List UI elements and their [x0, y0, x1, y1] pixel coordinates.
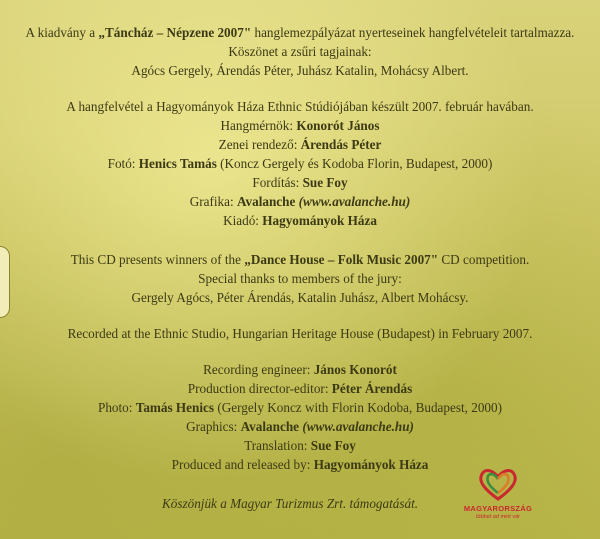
en-engineer: Recording engineer: János Konorót [203, 362, 397, 377]
hu-thanks: Köszönet a zsűri tagjainak: [228, 44, 372, 59]
en-thanks: Special thanks to members of the jury: [198, 271, 402, 286]
hungary-tourism-logo [458, 463, 538, 525]
hu-jury: Agócs Gergely, Árendás Péter, Juhász Katalin, Mohácsy Albert. [131, 63, 469, 78]
en-director: Production director-editor: Péter Árendás [187, 381, 413, 396]
en-released: Produced and released by: Hagyományok Háza [171, 457, 429, 472]
sponsor-thanks: Köszönjük a Magyar Turizmus Zrt. támogatását. [161, 496, 419, 511]
en-jury: Gergely Agócs, Péter Árendás, Katalin Juhász, Albert Mohácsy. [131, 290, 469, 305]
en-photo: Photo: Tamás Henics (Gergely Koncz with Florin Kodoba, Budapest, 2000) [97, 400, 503, 415]
hu-recorded: A hangfelvétel a Hagyományok Háza Ethnic Stúdiójában készült 2007. február havában. [66, 99, 534, 114]
hu-translation: Fordítás: Sue Foy [252, 175, 348, 190]
hu-photo: Fotó: Henics Tamás (Koncz Gergely és Kodoba Florin, Budapest, 2000) [107, 156, 493, 171]
en-recorded: Recorded at the Ethnic Studio, Hungarian Heritage House (Budapest) in February 2007. [67, 326, 533, 341]
logo-tagline: többet ad mint vár [475, 514, 521, 520]
en-intro: This CD presents winners of the „Dance House – Folk Music 2007" CD competition. [70, 252, 530, 267]
hu-publisher: Kiadó: Hagyományok Háza [223, 213, 377, 228]
heart-logo-icon [458, 463, 538, 503]
en-translation: Translation: Sue Foy [244, 438, 356, 453]
hu-engineer: Hangmérnök: Konorót János [220, 118, 380, 133]
logo-wordmark: MAGYARORSZÁG [463, 504, 533, 513]
en-graphics: Graphics: Avalanche (www.avalanche.hu) [186, 419, 414, 434]
hu-director: Zenei rendező: Árendás Péter [218, 137, 382, 152]
hu-intro: A kiadvány a „Táncház – Népzene 2007" hanglemezpályázat nyerteseinek hangfelvételeit tartalmazza. [25, 25, 575, 40]
hu-graphics: Grafika: Avalanche (www.avalanche.hu) [189, 194, 411, 209]
